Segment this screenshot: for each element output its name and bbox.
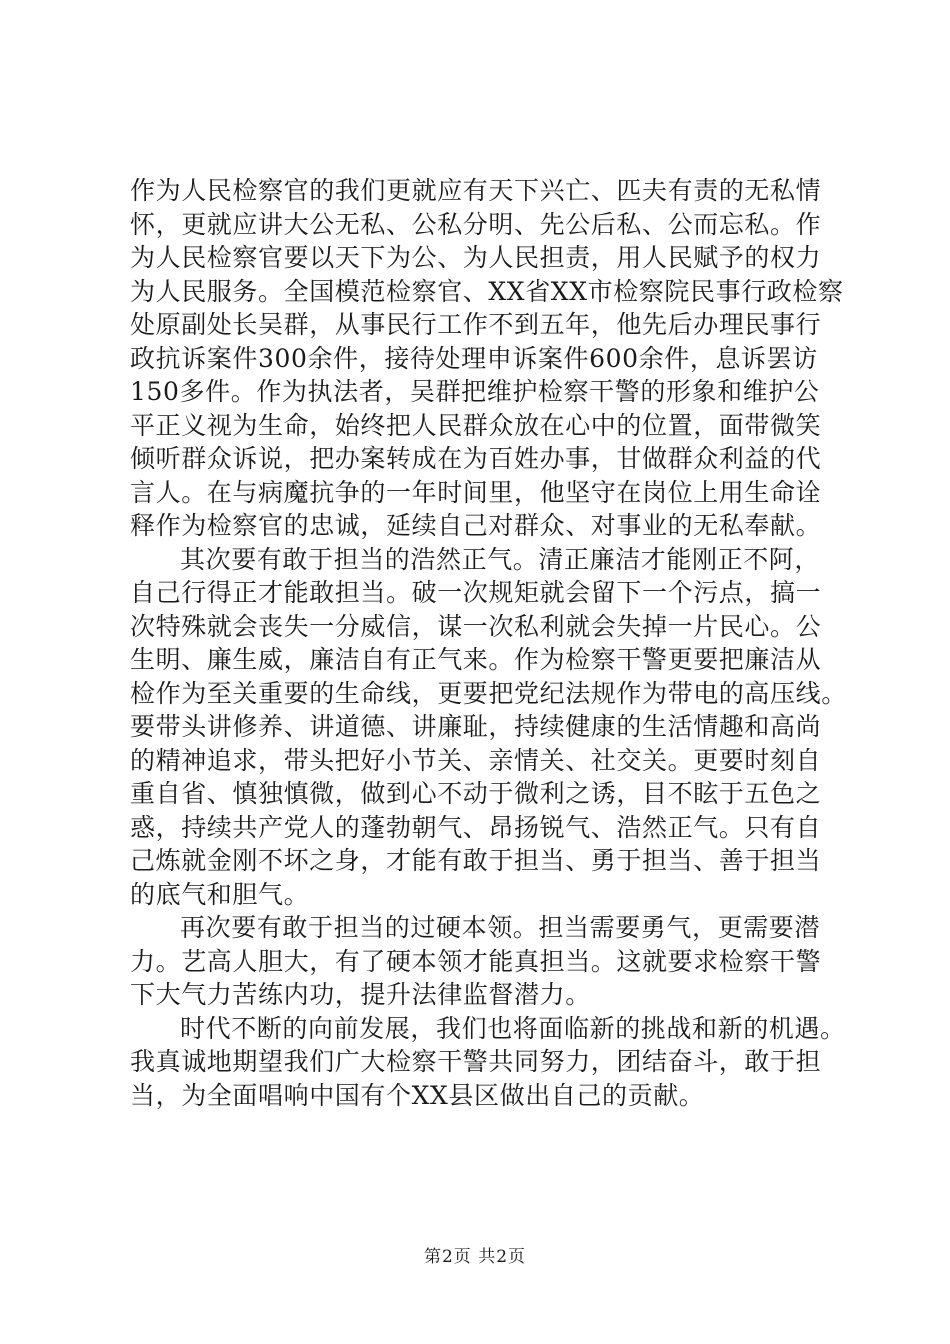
text-line: 要带头讲修养、讲道德、讲廉耻，持续健康的生活情趣和高尚 (130, 712, 822, 741)
text-line: 重自省、慎独慎微，做到心不动于微利之诱，目不眩于五色之 (130, 779, 822, 808)
text-line: 释作为检察官的忠诚，延续自己对群众、对事业的无私奉献。 (130, 511, 822, 540)
text-line: 政抗诉案件300余件，接待处理申诉案件600余件，息诉罢访 (130, 343, 818, 373)
page-number-footer: 第2页 共2页 (423, 1247, 527, 1267)
paragraph-start-line: 再次要有敢于担当的过硬本领。担当需要勇气，更需要潜 (180, 913, 821, 942)
text-line: 下大气力苦练内功，提升法律监督潜力。 (130, 980, 591, 1009)
text-line: 生明、廉生威，廉洁自有正气来。作为检察干警更要把廉洁从 (130, 645, 822, 674)
text-line: 作为人民检察官的我们更就应有天下兴亡、匹夫有责的无私情 (130, 176, 822, 205)
text-line: 为人民服务。全国模范检察官、XX省XX市检察院民事行政检察 (130, 276, 844, 306)
text-line: 次特殊就会丧失一分威信，谋一次私利就会失掉一片民心。公 (130, 611, 822, 641)
paragraph-start-line: 时代不断的向前发展，我们也将面临新的挑战和新的机遇。 (180, 1013, 846, 1043)
text-line: 平正义视为生命，始终把人民群众放在心中的位置，面带微笑 (130, 410, 822, 440)
body-text (130, 174, 847, 1112)
text-line: 倾听群众诉说，把办案转成在为百姓办事，甘做群众利益的代 (130, 444, 822, 473)
text-line: 当，为全面唱响中国有个XX县区做出自己的贡献。 (130, 1080, 705, 1110)
text-line: 为人民检察官要以天下为公、为人民担责，用人民赋予的权力 (130, 243, 822, 272)
text-line: 自己行得正才能敢担当。破一次规矩就会留下一个污点，搞一 (130, 578, 822, 607)
text-line: 怀，更就应讲大公无私、公私分明、先公后私、公而忘私。作 (130, 209, 822, 239)
paragraph-start-line: 其次要有敢于担当的浩然正气。清正廉洁才能刚正不阿， (180, 544, 821, 574)
text-line: 己炼就金刚不坏之身，才能有敢于担当、勇于担当、善于担当 (130, 846, 822, 875)
text-line: 惑，持续共产党人的蓬勃朝气、昂扬锐气、浩然正气。只有自 (130, 812, 822, 842)
text-line: 处原副处长吴群，从事民行工作不到五年，他先后办理民事行 (130, 310, 822, 339)
text-line: 的底气和胆气。 (130, 879, 310, 909)
text-line: 我真诚地期望我们广大检察干警共同努力，团结奋斗，敢于担 (130, 1047, 822, 1076)
text-line: 检作为至关重要的生命线，更要把党纪法规作为带电的高压线。 (130, 678, 847, 708)
text-line: 150多件。作为执法者，吴群把维护检察干警的形象和维护公 (130, 377, 820, 406)
text-line: 力。艺高人胆大，有了硬本领才能真担当。这就要求检察干警 (130, 946, 822, 976)
text-line: 的精神追求，带头把好小节关、亲情关、社交关。更要时刻自 (130, 745, 822, 775)
text-line: 言人。在与病魔抗争的一年时间里，他坚守在岗位上用生命诠 (130, 477, 822, 507)
